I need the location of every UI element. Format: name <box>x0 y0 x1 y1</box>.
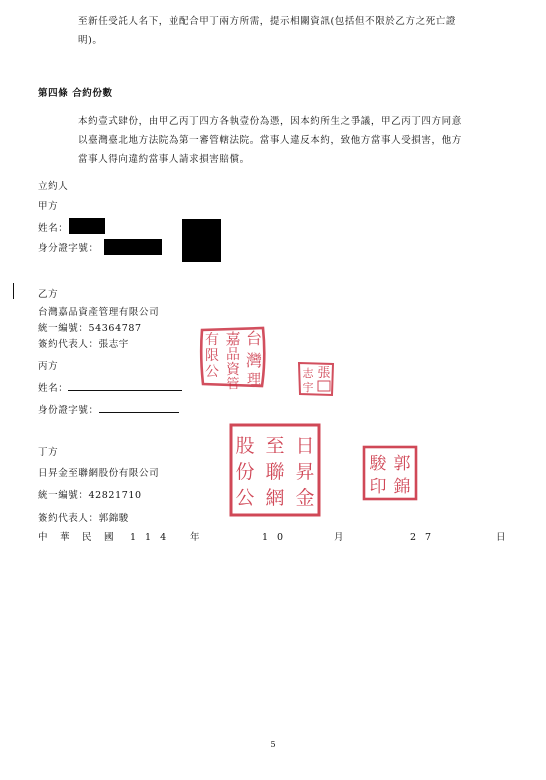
date-era-2: 華 <box>60 532 70 543</box>
party-b-company-seal <box>196 322 270 392</box>
svg-text:駿: 駿 <box>369 454 387 474</box>
page-number: 5 <box>270 740 276 749</box>
party-d-company: 日昇金至聯網股份有限公司 <box>38 468 160 479</box>
article4-heading: 第四條 合約份數 <box>38 88 113 99</box>
svg-text:公: 公 <box>205 364 219 380</box>
date-era-1: 中 <box>38 532 48 543</box>
svg-text:有: 有 <box>205 332 219 348</box>
svg-text:宇: 宇 <box>302 381 314 394</box>
svg-text:郭: 郭 <box>393 454 411 474</box>
party-c-label: 丙方 <box>38 361 59 372</box>
svg-text:台: 台 <box>245 329 263 348</box>
party-c-name-label: 姓名： <box>38 383 69 394</box>
party-c-name-row <box>38 381 182 395</box>
article4-line3: 當事人得向違約當事人請求損害賠償。 <box>78 154 250 165</box>
party-d-representative: 簽約代表人：郭錦駿 <box>38 513 129 524</box>
party-b-representative: 簽約代表人：張志宇 <box>38 339 129 350</box>
svg-text:份: 份 <box>235 461 255 483</box>
date-day: 27 <box>410 532 441 543</box>
redacted-id-box <box>104 239 162 255</box>
party-c-name-blank[interactable] <box>68 381 182 391</box>
party-b-person-seal <box>296 360 336 398</box>
svg-text:金: 金 <box>295 487 315 509</box>
party-b-company: 台灣嘉品資產管理有限公司 <box>38 307 160 318</box>
party-b-label: 乙方 <box>38 289 59 300</box>
redacted-name-box <box>69 218 105 234</box>
top-paragraph-line1: 至新任受託人名下，並配合甲丁兩方所需，提示相關資訊(包括但不限於乙方之死亡證 <box>78 16 457 27</box>
svg-text:股: 股 <box>235 435 255 457</box>
text-cursor <box>13 283 14 299</box>
svg-text:品: 品 <box>226 347 240 363</box>
date-era-3: 民 <box>82 532 92 543</box>
party-d-person-seal <box>361 444 419 502</box>
svg-text:限: 限 <box>205 348 219 364</box>
svg-text:日: 日 <box>295 435 315 457</box>
svg-text:印: 印 <box>369 477 387 497</box>
svg-text:管: 管 <box>226 377 240 392</box>
article4-line2: 以臺灣臺北地方法院為第一審管轄法院。當事人違反本約，致他方當事人受損害，他方 <box>78 135 462 146</box>
party-c-id-label: 身份證字號： <box>38 405 99 416</box>
svg-text:錦: 錦 <box>393 477 411 497</box>
svg-text:聯: 聯 <box>265 461 285 483</box>
svg-text:理: 理 <box>247 372 261 388</box>
svg-text:昇: 昇 <box>295 461 315 483</box>
party-d-uniform-no: 統一編號：42821710 <box>38 490 142 501</box>
party-b-uniform-no: 統一編號：54364787 <box>38 323 142 334</box>
party-a-label: 甲方 <box>38 201 59 212</box>
party-c-id-row <box>38 403 179 417</box>
svg-text:灣: 灣 <box>245 351 263 370</box>
svg-text:嘉: 嘉 <box>225 330 241 348</box>
signatories-label: 立約人 <box>38 181 69 192</box>
date-year: 114 <box>130 532 176 543</box>
svg-text:資: 資 <box>226 362 240 378</box>
party-d-company-seal <box>228 422 322 518</box>
svg-text:網: 網 <box>265 487 285 509</box>
date-month: 10 <box>262 532 293 543</box>
redacted-signature-box <box>182 219 221 262</box>
svg-text:至: 至 <box>265 435 285 457</box>
party-a-id-label: 身分證字號： <box>38 243 99 254</box>
svg-text:公: 公 <box>235 487 255 509</box>
party-c-id-blank[interactable] <box>99 403 179 413</box>
party-d-label: 丁方 <box>38 447 59 458</box>
date-month-unit: 月 <box>334 532 344 543</box>
date-year-unit: 年 <box>190 532 200 543</box>
svg-text:張: 張 <box>317 366 331 381</box>
party-a-name-label: 姓名： <box>38 223 69 234</box>
top-paragraph-line2: 明)。 <box>78 35 103 46</box>
svg-text:志: 志 <box>302 367 314 380</box>
date-era-4: 國 <box>104 532 114 543</box>
date-day-unit: 日 <box>496 532 506 543</box>
article4-line1: 本約壹式肆份，由甲乙丙丁四方各執壹份為憑，因本約所生之爭議，甲乙丙丁四方同意 <box>78 116 462 127</box>
